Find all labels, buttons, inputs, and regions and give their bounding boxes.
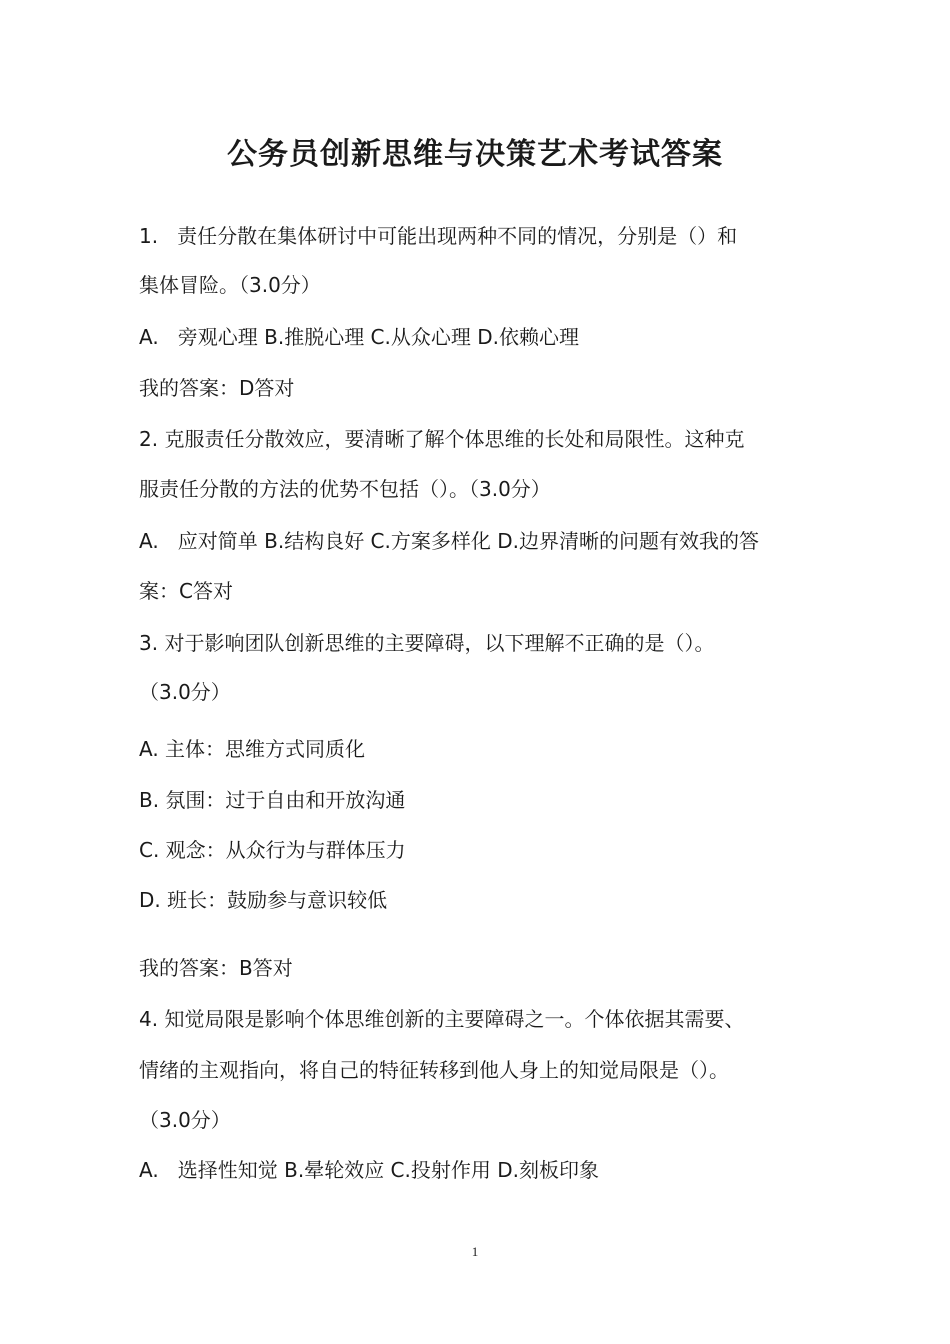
q1-question-line-2: 集体冒险。（3.0分）	[139, 273, 321, 297]
q3-option-a: A. 主体：思维方式同质化	[139, 737, 366, 761]
q1-question-line-1: 1. 责任分散在集体研讨中可能出现两种不同的情况，分别是（）和	[139, 224, 738, 248]
q2-answer: 案：C答对	[139, 579, 233, 603]
q3-question-line-1: 3. 对于影响团队创新思维的主要障碍，以下理解不正确的是（）。	[139, 631, 715, 655]
q4-question-line-1: 4. 知觉局限是影响个体思维创新的主要障碍之一。个体依据其需要、	[139, 1007, 745, 1031]
q3-option-c: C. 观念：从众行为与群体压力	[139, 838, 406, 862]
q3-question-line-2: （3.0分）	[139, 680, 231, 704]
q1-options: A. 旁观心理 B.推脱心理 C.从众心理 D.依赖心理	[139, 325, 579, 349]
q3-option-d: D. 班长：鼓励参与意识较低	[139, 888, 388, 912]
q4-options: A. 选择性知觉 B.晕轮效应 C.投射作用 D.刻板印象	[139, 1158, 599, 1182]
q3-option-b: B. 氛围：过于自由和开放沟通	[139, 788, 406, 812]
q4-question-line-3: （3.0分）	[139, 1108, 231, 1132]
q4-question-line-2: 情绪的主观指向，将自己的特征转移到他人身上的知觉局限是（）。	[139, 1058, 729, 1082]
document-title: 公务员创新思维与决策艺术考试答案	[227, 137, 723, 172]
q3-answer: 我的答案：B答对	[139, 956, 293, 980]
q2-options: A. 应对简单 B.结构良好 C.方案多样化 D.边界清晰的问题有效我的答	[139, 529, 759, 553]
q1-answer: 我的答案：D答对	[139, 376, 295, 400]
q2-question-line-2: 服责任分散的方法的优势不包括（）。（3.0分）	[139, 477, 551, 501]
page-number: 1	[471, 1244, 479, 1259]
q2-question-line-1: 2. 克服责任分散效应，要清晰了解个体思维的长处和局限性。这种克	[139, 427, 745, 451]
